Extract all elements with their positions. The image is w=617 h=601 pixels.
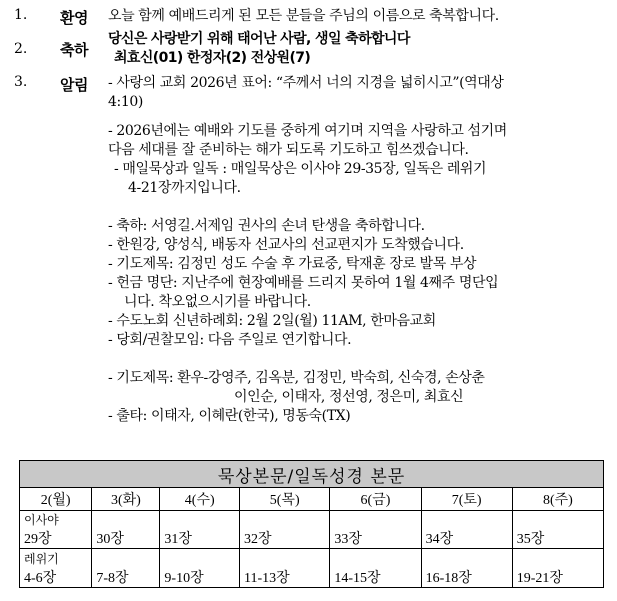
- motto-line: - 사랑의 교회 2026년 표어: “주께서 너의 지경을 넓히시고”(역대상: [108, 75, 504, 91]
- table-row: [20, 511, 604, 549]
- day-header: 8(주): [512, 488, 603, 511]
- sick-prayer-line-cont: 이인순, 이태자, 정선영, 정은미, 최효신: [234, 389, 464, 405]
- table-cell: 33장: [330, 511, 421, 549]
- birthday-names: 최효신(01) 한정자(2) 전상원(7): [114, 50, 311, 66]
- sick-prayer-line: - 기도제목: 환우-강영주, 김옥분, 김정민, 박숙희, 신숙경, 손상춘: [108, 370, 485, 386]
- missionary-line: - 한원강, 양성식, 배동자 선교사의 선교편지가 도착했습니다.: [108, 237, 464, 253]
- table-day-row: [20, 488, 604, 511]
- offering-line-cont: 니다. 착오없으시기를 바랍니다.: [124, 294, 311, 310]
- chapter-range: 4-6장: [24, 571, 57, 586]
- section-body: [108, 30, 603, 68]
- section-number: 2.: [14, 41, 28, 57]
- day-header: 6(금): [330, 488, 421, 511]
- book-name: 레위기: [24, 552, 59, 566]
- table-cell: 16-18장: [421, 549, 512, 588]
- offering-line: - 헌금 명단: 지난주에 현장예배를 드리지 못하여 1월 4째주 명단입: [108, 275, 499, 291]
- day-header: 3(화): [92, 488, 160, 511]
- day-header: 7(토): [421, 488, 512, 511]
- table-cell: 32장: [240, 511, 330, 549]
- day-header: 2(월): [20, 488, 92, 511]
- day-header: 4(수): [160, 488, 240, 511]
- day-header: 5(목): [240, 488, 330, 511]
- chapter-range: 29장: [24, 532, 52, 547]
- table-row: [20, 549, 604, 588]
- table-cell: [20, 549, 92, 588]
- travel-line: - 출타: 이태자, 이혜란(한국), 명동숙(TX): [108, 408, 351, 424]
- reading-line-cont: 4-21장까지입니다.: [128, 180, 241, 196]
- table-cell: 34장: [421, 511, 512, 549]
- section-number: 3.: [14, 74, 28, 90]
- section-body: [108, 74, 603, 426]
- section-title: 축하: [60, 41, 88, 59]
- vision-line: - 2026년에는 예배와 기도를 중하게 여기며 지역을 사랑하고 섬기며: [108, 123, 507, 139]
- section-title: 알림: [60, 76, 88, 94]
- section-body: [108, 7, 603, 26]
- table-cell: 35장: [512, 511, 603, 549]
- reading-schedule-table: [19, 460, 604, 588]
- presbytery-line: - 수도노회 신년하례회: 2월 2일(월) 11AM, 한마음교회: [108, 313, 436, 329]
- table-cell: 9-10장: [160, 549, 240, 588]
- table-cell: 7-8장: [92, 549, 160, 588]
- table-cell: [20, 511, 92, 549]
- table-cell: 19-21장: [512, 549, 603, 588]
- celebration-line: - 축하: 서영길.서제임 권사의 손녀 탄생을 축하합니다.: [108, 218, 425, 234]
- birthday-message: 당신은 사랑받기 위해 태어난 사람, 생일 축하합니다: [108, 31, 410, 47]
- welcome-text: 오늘 함께 예배드리게 된 모든 분들을 주님의 이름으로 축복합니다.: [108, 8, 499, 24]
- reading-line: - 매일묵상과 일독 : 매일묵상은 이사야 29-35장, 일독은 레위기: [114, 161, 487, 177]
- table-title: 묵상본문/일독성경 본문: [20, 461, 604, 488]
- section-number: 1.: [14, 7, 28, 23]
- motto-line-cont: 4:10): [108, 94, 143, 110]
- table-cell: 14-15장: [330, 549, 421, 588]
- section-title: 환영: [60, 9, 88, 27]
- prayer-line: - 기도제목: 김정민 성도 수술 후 가료중, 탁재훈 장로 발목 부상: [108, 256, 477, 272]
- book-name: 이사야: [24, 513, 59, 527]
- vision-line-cont: 다음 세대를 잘 준비하는 해가 되도록 기도하고 힘쓰겠습니다.: [108, 142, 469, 158]
- table-cell: 31장: [160, 511, 240, 549]
- session-meeting-line: - 당회/권찰모임: 다음 주일로 연기합니다.: [108, 332, 352, 348]
- table-cell: 11-13장: [240, 549, 330, 588]
- table-cell: 30장: [92, 511, 160, 549]
